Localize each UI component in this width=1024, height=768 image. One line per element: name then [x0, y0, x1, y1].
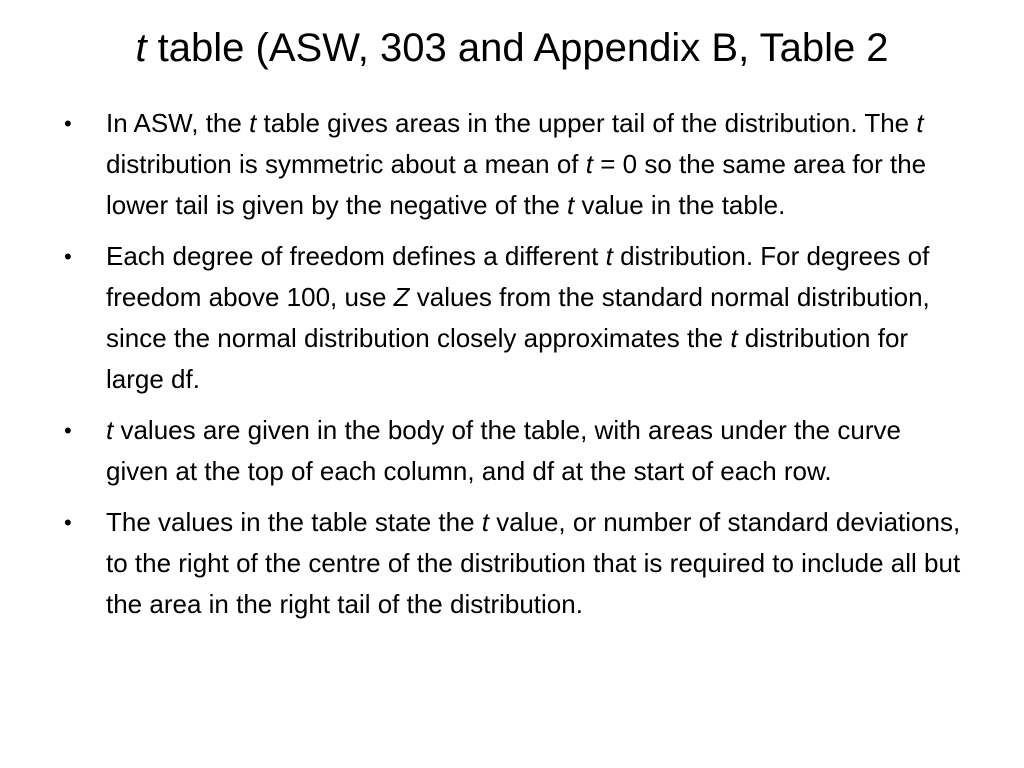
text-run: = 0 so the same area for the lower tail is given by the negative of the: [106, 149, 927, 220]
text-run: Each degree of freedom defines a different: [106, 241, 606, 271]
text-run: table (ASW, 303 and Appendix B, Table 2: [146, 26, 889, 70]
bullet-dot-icon: •: [64, 418, 72, 443]
text-run: In ASW, the: [106, 108, 250, 138]
text-run: The values in the table state the: [106, 507, 482, 537]
bullet-dot-icon: •: [64, 111, 72, 136]
bullet-text: [106, 507, 960, 619]
text-run: distribution for large df.: [106, 323, 909, 394]
bullet-dot-icon: •: [64, 510, 72, 535]
italic-text-run: t: [605, 241, 613, 271]
text-run: table gives areas in the upper tail of the distribution. The: [256, 108, 917, 138]
text-run: values are given in the body of the table, with areas under the curve given at the top of each column, and df at the start of each row.: [106, 415, 901, 486]
text-run: distribution is symmetric about a mean of: [106, 149, 586, 179]
text-run: value, or number of standard deviations, to the right of the centre of the distribution that is required to include all but the area in the right tail of the distribution.: [106, 507, 961, 619]
italic-text-run: t: [730, 323, 738, 353]
bullet-list: [56, 103, 961, 635]
italic-text-run: t: [916, 108, 924, 138]
bullet-dot-icon: •: [64, 244, 72, 269]
text-run: values from the standard normal distribution, since the normal distribution closely approximates the: [106, 282, 930, 353]
bullet-item: [56, 502, 961, 625]
italic-text-run: t: [249, 108, 257, 138]
italic-text-run: t: [585, 149, 593, 179]
bullet-item: [56, 236, 961, 400]
text-run: value in the table.: [574, 190, 786, 220]
italic-text-run: t: [135, 26, 147, 70]
bullet-item: [56, 410, 961, 492]
italic-text-run: t: [106, 415, 114, 445]
text-run: distribution. For degrees of freedom above 100, use: [106, 241, 930, 312]
bullet-text: [106, 415, 901, 486]
italic-text-run: Z: [393, 282, 410, 312]
italic-text-run: t: [567, 190, 575, 220]
bullet-text: [106, 241, 930, 394]
italic-text-run: t: [481, 507, 490, 537]
slide-title: [0, 22, 1024, 74]
bullet-item: [56, 103, 961, 226]
bullet-text: [106, 108, 926, 220]
